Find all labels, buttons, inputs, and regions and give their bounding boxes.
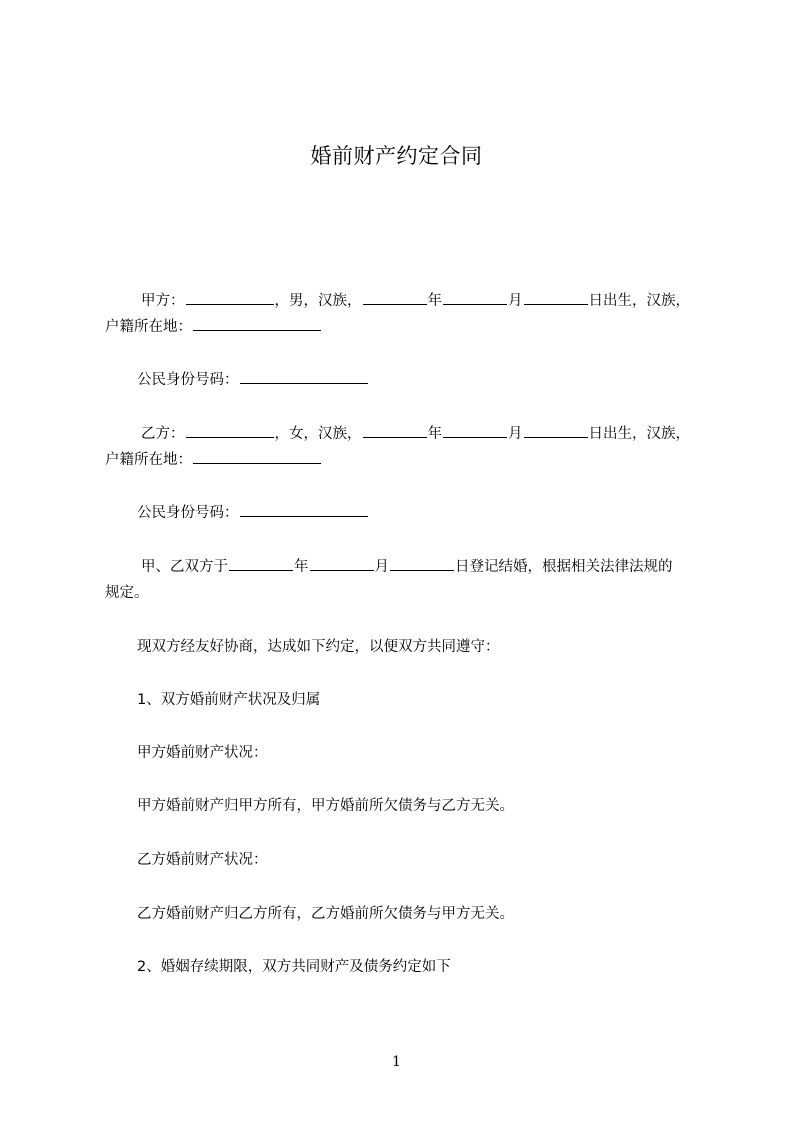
party-a-month-label: 月 (508, 293, 523, 309)
party-a-domicile-label: 户籍所在地： (105, 319, 192, 335)
party-a-line (141, 290, 735, 312)
party-a-birth-text: 日出生，汉族， (588, 293, 690, 309)
party-a-month-blank (443, 290, 507, 305)
marriage-month-blank (310, 556, 374, 571)
agreement-intro: 现双方经友好协商，达成如下约定，以便双方共同遵守： (137, 639, 500, 655)
party-a-assets-label: 甲方婚前财产状况： (137, 745, 268, 761)
party-a-label: 甲方： (141, 293, 185, 309)
party-b-domicile-line (105, 449, 322, 471)
party-a-day-blank (524, 290, 588, 305)
party-a-assets-ownership: 甲方婚前财产归甲方所有，甲方婚前所欠债务与乙方无关。 (137, 798, 514, 814)
party-a-gender: ，男，汉族， (274, 293, 362, 309)
party-b-month-blank (443, 423, 507, 438)
marriage-year-blank (229, 556, 293, 571)
party-b-assets-ownership: 乙方婚前财产归乙方所有，乙方婚前所欠债务与甲方无关。 (137, 906, 514, 922)
marriage-line (141, 556, 673, 578)
party-a-id-blank (240, 369, 368, 384)
party-a-info (141, 290, 690, 312)
party-a-id-label: 公民身份号码： (137, 372, 239, 388)
party-b-info (141, 423, 690, 445)
party-b-year-blank (363, 423, 427, 438)
party-b-domicile-label: 户籍所在地： (105, 452, 192, 468)
party-b-id-label: 公民身份号码： (137, 505, 239, 521)
marriage-month-label: 月 (374, 559, 389, 575)
party-b-year-label: 年 (427, 426, 442, 442)
marriage-line-2: 规定。 (105, 585, 149, 601)
party-b-month-label: 月 (508, 426, 523, 442)
party-a-year-label: 年 (427, 293, 442, 309)
section-1-heading: 1、双方婚前财产状况及归属 (137, 692, 321, 708)
party-b-name-blank (186, 423, 274, 438)
section-2-heading: 2、婚姻存续期限，双方共同财产及债务约定如下 (137, 959, 451, 975)
party-b-assets-label: 乙方婚前财产状况： (137, 852, 268, 868)
party-b-gender: ，女，汉族， (274, 426, 362, 442)
party-a-name-blank (186, 290, 274, 305)
page-number: 1 (392, 1054, 401, 1070)
party-a-id-line (137, 369, 369, 391)
document-title: 婚前财产约定合同 (310, 144, 483, 168)
party-a-domicile-line (105, 316, 322, 338)
party-b-label: 乙方： (141, 426, 185, 442)
party-b-day-blank (524, 423, 588, 438)
party-b-line (141, 423, 735, 445)
party-b-birth-text: 日出生，汉族， (588, 426, 690, 442)
party-b-id-blank (240, 502, 368, 517)
marriage-prefix: 甲、乙双方于 (141, 559, 228, 575)
marriage-suffix: 日登记结婚，根据相关法律法规的 (455, 559, 673, 575)
party-b-domicile-blank (193, 449, 321, 464)
marriage-year-label: 年 (294, 559, 309, 575)
party-b-id-line (137, 502, 369, 524)
party-a-year-blank (363, 290, 427, 305)
party-a-domicile-blank (193, 316, 321, 331)
marriage-day-blank (390, 556, 454, 571)
